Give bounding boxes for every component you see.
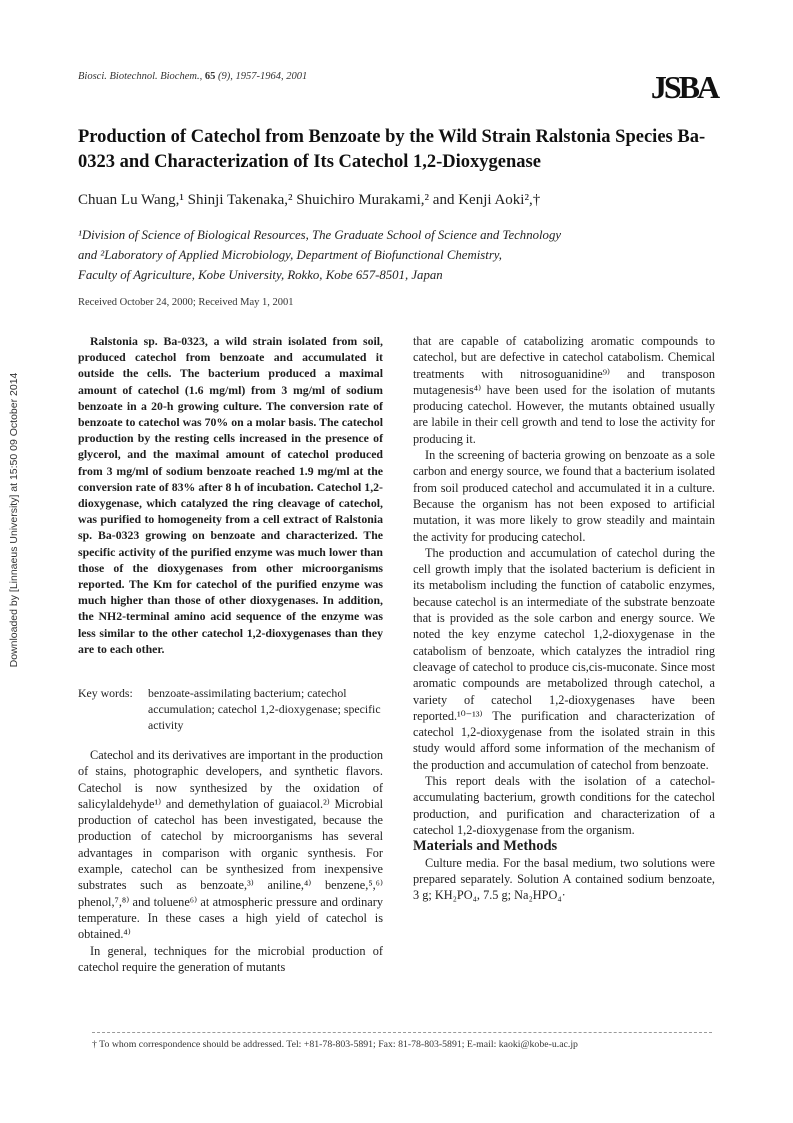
paper-title: Production of Catechol from Benzoate by the Wild Strain Ralstonia Species Ba-0323 and Characterization of Its Catechol 1,2-Dioxygenase	[78, 127, 706, 172]
received-dates: Received October 24, 2000; Received May 1, 2001	[78, 297, 294, 308]
affiliation-line: ¹Division of Science of Biological Resources, The Graduate School of Science and Technology	[78, 228, 562, 242]
body-paragraph: Catechol and its derivatives are important in the production of stains, photographic developers, and synthetic flavors. Catechol is now synthesized by the oxidation of salicylaldehyde¹⁾ and demethylation of guaiacol.²⁾ Microbial production of catechol has been investigated, because the production of catechol by microorganisms has several advantages in comparison with organic synthesis. For example, catechol can be synthesized from inexpensive substrates such as benzoate,³⁾ aniline,⁴⁾ benzene,⁵,⁶⁾ phenol,⁷,⁸⁾ and toluene⁶⁾ at atmospheric pressure and ordinary temperature. In these cases a high yield of catechol is obtained.⁴⁾	[78, 748, 383, 942]
introduction-left-column	[78, 747, 383, 975]
download-note-text: Downloaded by [Linnaeus University] at 15:50 09 October 2014	[8, 372, 20, 668]
body-paragraph: In general, techniques for the microbial production of catechol require the generation of mutants	[78, 943, 383, 974]
author-list: Chuan Lu Wang,¹ Shinji Takenaka,² Shuichiro Murakami,² and Kenji Aoki²,†	[78, 192, 541, 208]
journal-citation	[78, 71, 307, 82]
body-paragraph: that are capable of catabolizing aromatic compounds to catechol, but are defective in catechol catabolism. Chemical treatments with nitrosoguanidine⁹⁾ and transposon mutagenesis⁴⁾ have been used for the isolation of mutants producing catechol. However, the mutants obtained usually are labile in their cell growth and tend to lose the activity for producing it.	[413, 334, 715, 446]
section-heading-methods: Materials and Methods	[413, 838, 558, 855]
right-column	[413, 333, 715, 903]
keywords-block	[78, 685, 383, 734]
journal-volume: 65	[204, 71, 216, 82]
body-paragraph: The production and accumulation of catechol during the cell growth imply that the isolated bacterium is deficient in its metabolism including the function of catabolic enzymes, because catechol is an intermediate of the substrate benzoate that is provided as the sole carbon and energy source. We noted the key enzyme catechol 1,2-dioxygenase in the catabolism of benzoate, which catalyzes the intradiol ring cleavage of catechol to produce cis,cis-muconate. Since most aromatic compounds are metabolized through catechol, a variety of catechol 1,2-dioxygenases have been reported.¹⁰⁻¹³⁾ The purification and characterization of catechol 1,2-dioxygenase from the isolated strain in this study would afford some information of the mechanism of the production and accumulation of catechol from benzoate.	[413, 545, 715, 772]
logo-text: JSBA	[650, 69, 718, 104]
body-paragraph: This report deals with the isolation of a catechol-accumulating bacterium, growth conditions for the catechol production, and purification and characterization of a catechol 1,2-dioxygenase from the organism.	[413, 774, 715, 837]
footnote-divider	[92, 1032, 712, 1033]
affiliation-line: Faculty of Agriculture, Kobe University, Rokko, Kobe 657-8501, Japan	[78, 268, 443, 282]
keywords-list: benzoate-assimilating bacterium; catechol accumulation; catechol 1,2-dioxygenase; specific activity	[148, 686, 381, 733]
jsba-logo	[648, 68, 720, 104]
journal-name: Biosci. Biotechnol. Biochem.,	[78, 71, 203, 82]
download-watermark	[4, 370, 24, 670]
abstract	[78, 333, 383, 657]
journal-issue-pages: (9), 1957-1964, 2001	[217, 71, 308, 82]
footnote: † To whom correspondence should be addressed. Tel: +81-78-803-5891; Fax: 81-78-803-5891; E-mail: kaoki@kobe-u.ac.jp	[92, 1039, 578, 1050]
abstract-text: Ralstonia sp. Ba-0323, a wild strain isolated from soil, produced catechol from benzoate and accumulated it outside the cells. The bacterium produced a maximal amount of catechol (1.6 mg/ml) from 3 mg/ml of sodium benzoate in a 20-h growing culture. The conversion rate of benzoate to catechol was 70% on a molar basis. The catechol production by the resting cells increased in the presence of glycerol, and the maximal amount of catechol produced from 3 mg/ml of sodium benzoate reached 1.9 mg/ml at the conversion rate of 83% after 8 h of incubation. Catechol 1,2-dioxygenase, which catalyzed the ring cleavage of catechol, was purified to homogeneity from a cell extract of Ralstonia sp. Ba-0323 growing on benzoate and characterized. The specific activity of the purified enzyme was much lower than those of the dioxygenases from other microorganisms reported. The Km for catechol of the purified enzyme was much higher than those of other dioxygenases. In addition, the NH2-terminal amino acid sequence of the enzyme was less similar to the other catechol 1,2-dioxygenases than they are to each other.	[78, 334, 383, 656]
affiliations	[78, 225, 728, 285]
body-paragraph: In the screening of bacteria growing on benzoate as a sole carbon and energy source, we found that a bacterium isolated from soil produced catechol and accumulated it in a culture. Because the organism has not been exposed to artificial mutation, it was more likely to grow steadily and maintain the activity for producing catechol.	[413, 448, 715, 544]
affiliation-line: and ²Laboratory of Applied Microbiology, Department of Biofunctional Chemistry,	[78, 248, 502, 262]
keywords-label: Key words:	[78, 686, 133, 700]
body-paragraph: Culture media. For the basal medium, two solutions were prepared separately. Solution A contained sodium benzoate, 3 g; KH₂PO₄, 7.5 g; Na₂HPO₄·	[413, 855, 715, 903]
